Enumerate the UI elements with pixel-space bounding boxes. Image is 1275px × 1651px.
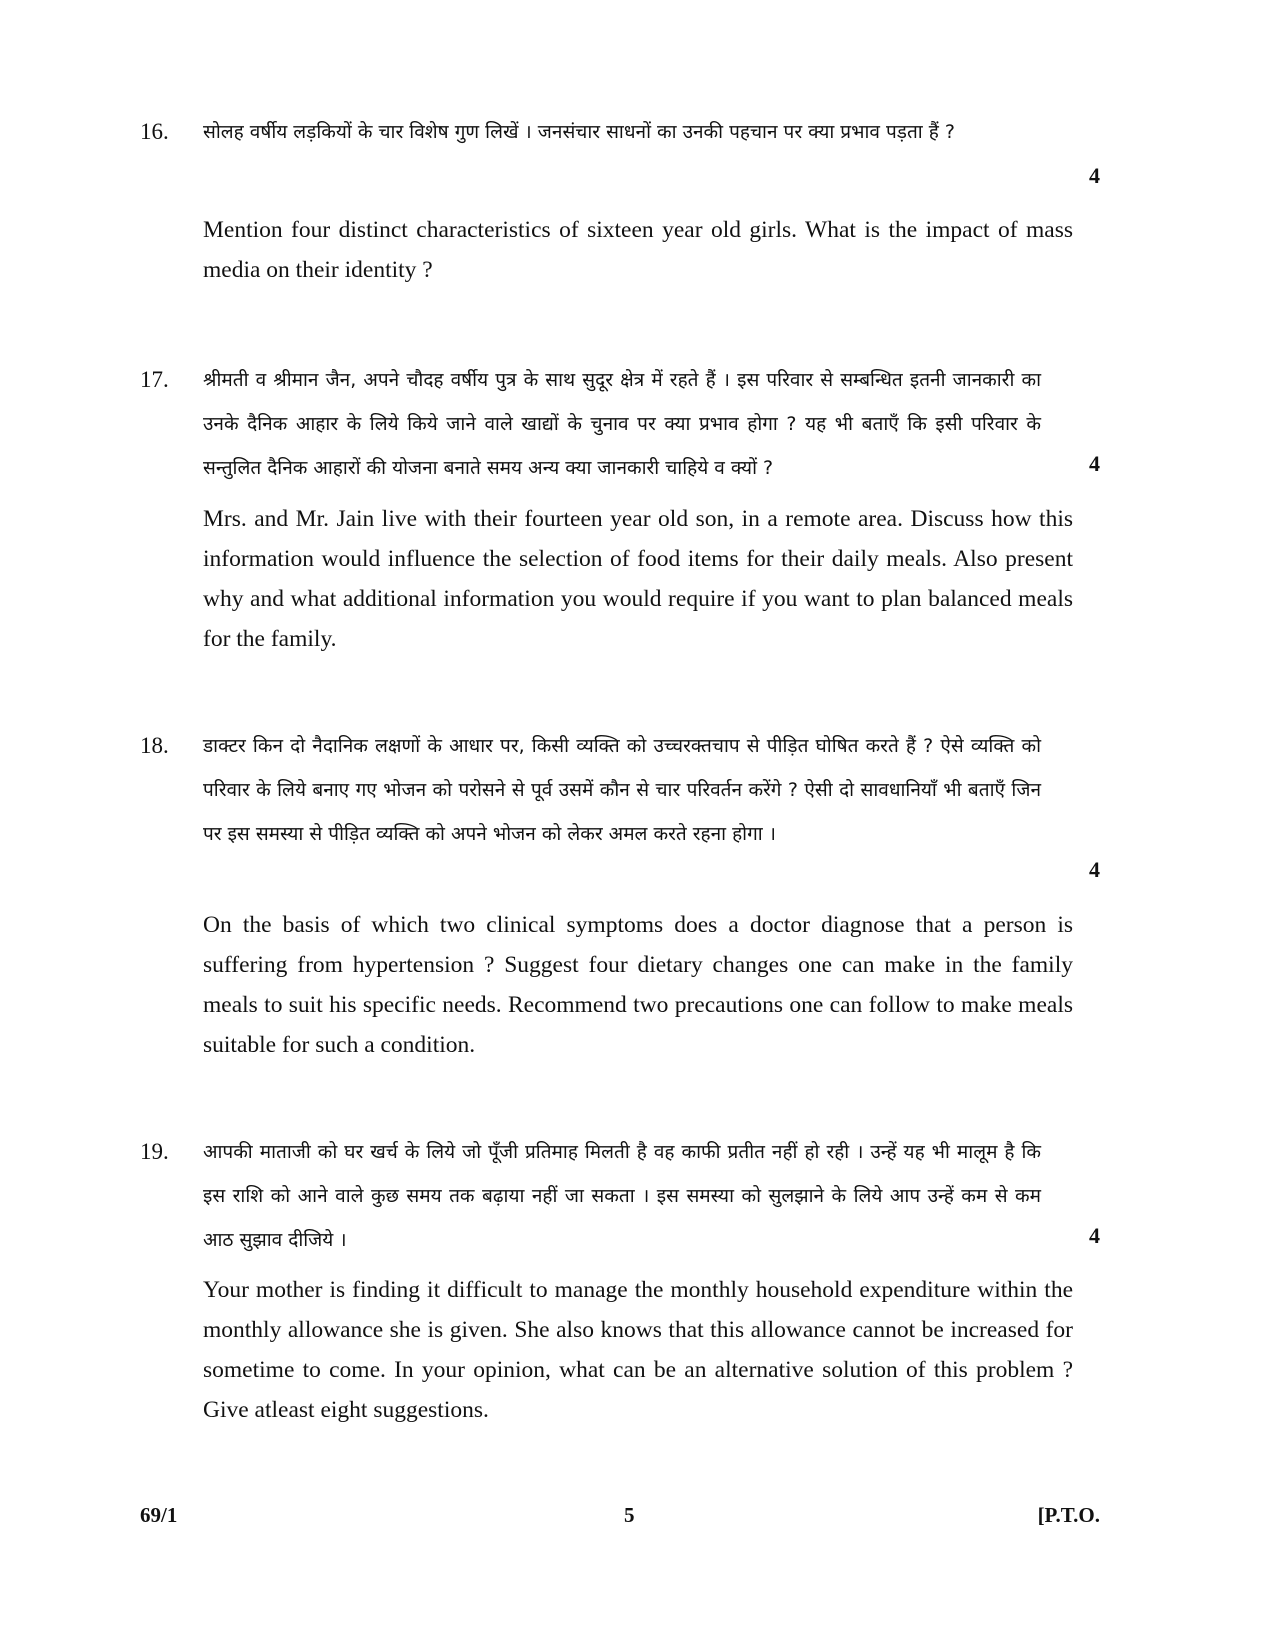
question-text-hindi: डाक्टर किन दो नैदानिक लक्षणों के आधार पर, किसी व्यक्ति को उच्चरक्तचाप से पीड़ित घोषित करते हैं ? ऐसे व्यक्ति को परिवार के लिये बनाए गए भोजन को परोसने से पूर्व उसमें कौन से चार परिवर्तन करेंगे ? ऐसी दो सावधानियाँ भी बताएँ जिन पर इस समस्या से पीड़ित व्यक्ति को अपने भोजन को लेकर अमल करते रहना होगा । (203, 735, 1041, 845)
marks: 4 (1089, 451, 1100, 476)
page-number: 5 (624, 1503, 635, 1527)
marks: 4 (1089, 857, 1100, 882)
pto-label: [P.T.O. (1037, 1503, 1100, 1527)
question-text-english: On the basis of which two clinical symptoms does a doctor diagnose that a person is suffering from hypertension ? Suggest four dietary changes one can make in the family meals to suit his specific needs. Recommend two precautions one can follow to make meals suitable for such a condition. (203, 912, 1073, 1058)
question-text-english: Mention four distinct characteristics of sixteen year old girls. What is the impact of mass media on their identity ? (203, 217, 1073, 283)
marks: 4 (1089, 163, 1100, 188)
question-number: 17. (140, 367, 169, 392)
marks: 4 (1089, 1223, 1100, 1248)
paper-code: 69/1 (140, 1503, 178, 1527)
question-text-english: Your mother is finding it difficult to manage the monthly household expenditure within the monthly allowance she is given. She also knows that this allowance cannot be increased for sometime to come. In your opinion, what can be an alternative solution of this problem ? Give atleast eight suggestions. (203, 1277, 1073, 1423)
question-number: 18. (140, 733, 169, 758)
question-number: 16. (140, 119, 169, 144)
question-number: 19. (140, 1139, 169, 1164)
question-text-hindi: सोलह वर्षीय लड़कियों के चार विशेष गुण लिखें । जनसंचार साधनों का उनकी पहचान पर क्या प्रभाव पड़ता हैं ? (203, 121, 955, 143)
question-text-hindi: श्रीमती व श्रीमान जैन, अपने चौदह वर्षीय पुत्र के साथ सुदूर क्षेत्र में रहते हैं । इस परिवार से सम्बन्धित इतनी जानकारी का उनके दैनिक आहार के लिये किये जाने वाले खाद्यों के चुनाव पर क्या प्रभाव होगा ? यह भी बताएँ कि इसी परिवार के सन्तुलित दैनिक आहारों की योजना बनाते समय अन्य क्या जानकारी चाहिये व क्यों ? (203, 369, 1041, 479)
question-text-hindi: आपकी माताजी को घर खर्च के लिये जो पूँजी प्रतिमाह मिलती है वह काफी प्रतीत नहीं हो रही । उन्हें यह भी मालूम है कि इस राशि को आने वाले कुछ समय तक बढ़ाया नहीं जा सकता । इस समस्या को सुलझाने के लिये आप उन्हें कम से कम आठ सुझाव दीजिये । (203, 1141, 1041, 1251)
question-text-english: Mrs. and Mr. Jain live with their fourteen year old son, in a remote area. Discuss how this information would influence the selection of food items for their daily meals. Also present why and what additional information you would require if you want to plan balanced meals for the family. (203, 506, 1073, 652)
